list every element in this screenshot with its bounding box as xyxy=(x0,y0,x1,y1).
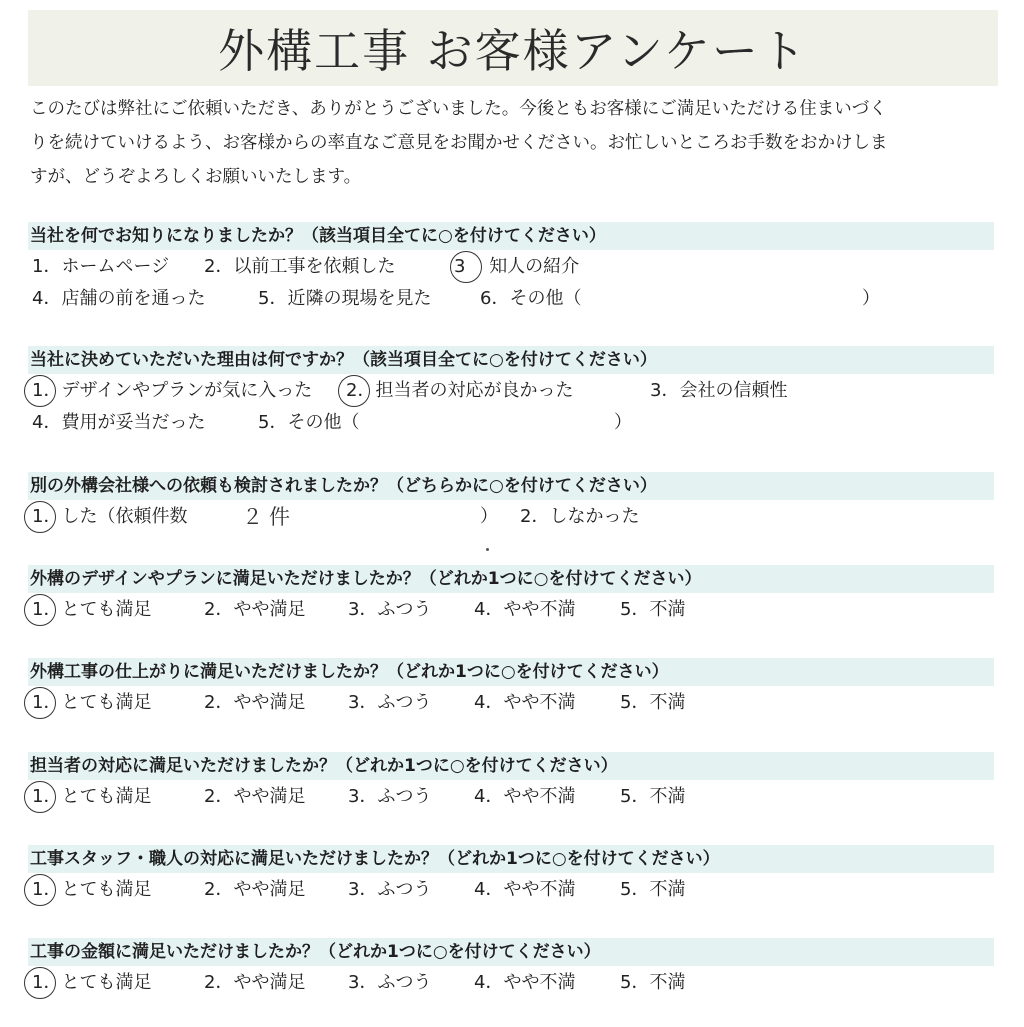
option-reliability[interactable]: 3．会社の信頼性 xyxy=(650,380,788,401)
option-cost[interactable]: 4．費用が妥当だった xyxy=(32,412,206,433)
option-somewhat-satisfied[interactable]: 2．やや満足 xyxy=(204,786,306,807)
option-label: 1．した（依頼件数 xyxy=(32,506,188,527)
option-referral[interactable] xyxy=(454,252,579,282)
selected-circle xyxy=(24,687,56,719)
option-very-satisfied[interactable] xyxy=(32,782,151,812)
selected-circle xyxy=(24,501,56,533)
option-dissatisfied[interactable]: 5．不満 xyxy=(620,692,686,713)
option-other[interactable]: 6．その他（ xyxy=(480,288,582,309)
title-band xyxy=(28,10,998,86)
intro-line: りを続けていけるよう、お客様からの率直なご意見をお聞かせください。お忙しいところお手数をおかけしま xyxy=(30,133,888,153)
question-heading: 工事スタッフ・職人の対応に満足いただけましたか？（どれか1つに○を付けてください） xyxy=(28,845,994,873)
question-6 xyxy=(28,752,994,807)
option-dissatisfied[interactable]: 5．不満 xyxy=(620,599,686,620)
option-neutral[interactable]: 3．ふつう xyxy=(348,786,432,807)
answer-row xyxy=(28,252,994,282)
answer-row xyxy=(28,688,994,718)
option-label: 知人の紹介 xyxy=(489,256,580,277)
answer-row xyxy=(28,376,994,406)
question-heading: 当社に決めていただいた理由は何ですか？（該当項目全てに○を付けてください） xyxy=(28,346,994,374)
selected-circle xyxy=(24,375,56,407)
option-somewhat-dissatisfied[interactable]: 4．やや不満 xyxy=(474,692,576,713)
question-7 xyxy=(28,845,994,900)
option-did-not[interactable]: 2．しなかった xyxy=(520,506,640,527)
option-neutral[interactable]: 3．ふつう xyxy=(348,879,432,900)
option-did-close: ） xyxy=(480,506,498,527)
answer-row xyxy=(28,782,994,812)
answer-row xyxy=(28,408,994,438)
intro-line: すが、どうぞよろしくお願いいたします。 xyxy=(30,167,362,187)
question-4 xyxy=(28,565,994,620)
option-very-satisfied[interactable] xyxy=(32,688,151,718)
option-did[interactable] xyxy=(32,502,187,532)
option-somewhat-satisfied[interactable]: 2．やや満足 xyxy=(204,599,306,620)
option-somewhat-satisfied[interactable]: 2．やや満足 xyxy=(204,972,306,993)
option-somewhat-dissatisfied[interactable]: 4．やや不満 xyxy=(474,786,576,807)
answer-row xyxy=(28,968,994,998)
option-other-close: ） xyxy=(614,412,632,433)
selected-circle xyxy=(24,874,56,906)
option-neutral[interactable]: 3．ふつう xyxy=(348,972,432,993)
option-very-satisfied[interactable] xyxy=(32,595,151,625)
answer-row xyxy=(28,502,994,532)
handwritten-count: ２件 xyxy=(242,505,296,529)
option-somewhat-dissatisfied[interactable]: 4．やや不満 xyxy=(474,879,576,900)
answer-row xyxy=(28,284,994,314)
option-previous-work[interactable]: 2．以前工事を依頼した xyxy=(204,256,396,277)
option-store-front[interactable]: 4．店舗の前を通った xyxy=(32,288,206,309)
question-heading: 外構のデザインやプランに満足いただけましたか？（どれか1つに○を付けてください） xyxy=(28,565,994,593)
option-label: 1．とても満足 xyxy=(32,692,152,713)
option-staff-response[interactable] xyxy=(346,376,573,406)
selected-circle xyxy=(450,251,482,283)
option-nearby-site[interactable]: 5．近隣の現場を見た xyxy=(258,288,432,309)
question-heading: 別の外構会社様への依頼も検討されましたか？（どちらかに○を付けてください） xyxy=(28,472,994,500)
option-other[interactable]: 5．その他（ xyxy=(258,412,360,433)
answer-row xyxy=(28,875,994,905)
question-heading: 担当者の対応に満足いただけましたか？（どれか1つに○を付けてください） xyxy=(28,752,994,780)
question-8 xyxy=(28,938,994,993)
option-very-satisfied[interactable] xyxy=(32,875,151,905)
option-neutral[interactable]: 3．ふつう xyxy=(348,692,432,713)
option-other-close: ） xyxy=(862,288,880,309)
option-somewhat-satisfied[interactable]: 2．やや満足 xyxy=(204,879,306,900)
option-number: 3 xyxy=(454,256,466,277)
selected-circle xyxy=(24,781,56,813)
option-homepage[interactable]: 1．ホームページ xyxy=(32,256,170,277)
selected-circle xyxy=(24,594,56,626)
answer-row xyxy=(28,595,994,625)
option-somewhat-satisfied[interactable]: 2．やや満足 xyxy=(204,692,306,713)
option-design[interactable] xyxy=(32,376,312,406)
option-neutral[interactable]: 3．ふつう xyxy=(348,599,432,620)
option-somewhat-dissatisfied[interactable]: 4．やや不満 xyxy=(474,599,576,620)
question-heading: 工事の金額に満足いただけましたか？（どれか1つに○を付けてください） xyxy=(28,938,994,966)
option-label: 1．とても満足 xyxy=(32,879,152,900)
option-somewhat-dissatisfied[interactable]: 4．やや不満 xyxy=(474,972,576,993)
option-very-satisfied[interactable] xyxy=(32,968,151,998)
intro-text xyxy=(30,92,990,194)
question-3 xyxy=(28,472,994,529)
page-title: 外構工事 お客様アンケート xyxy=(218,24,808,78)
option-label: 1．とても満足 xyxy=(32,786,152,807)
stray-mark xyxy=(486,548,489,551)
option-dissatisfied[interactable]: 5．不満 xyxy=(620,879,686,900)
question-5 xyxy=(28,658,994,713)
selected-circle xyxy=(24,967,56,999)
question-1 xyxy=(28,222,994,309)
option-dissatisfied[interactable]: 5．不満 xyxy=(620,972,686,993)
selected-circle xyxy=(338,375,370,407)
option-dissatisfied[interactable]: 5．不満 xyxy=(620,786,686,807)
option-label: 1．デザインやプランが気に入った xyxy=(32,380,313,401)
option-label: 2．担当者の対応が良かった xyxy=(346,380,574,401)
question-heading: 当社を何でお知りになりましたか？（該当項目全てに○を付けてください） xyxy=(28,222,994,250)
intro-line: このたびは弊社にご依頼いただき、ありがとうございました。今後ともお客様にご満足いただける住まいづく xyxy=(30,99,887,119)
option-label: 1．とても満足 xyxy=(32,972,152,993)
question-heading: 外構工事の仕上がりに満足いただけましたか？（どれか1つに○を付けてください） xyxy=(28,658,994,686)
option-label: 1．とても満足 xyxy=(32,599,152,620)
question-2 xyxy=(28,346,994,433)
